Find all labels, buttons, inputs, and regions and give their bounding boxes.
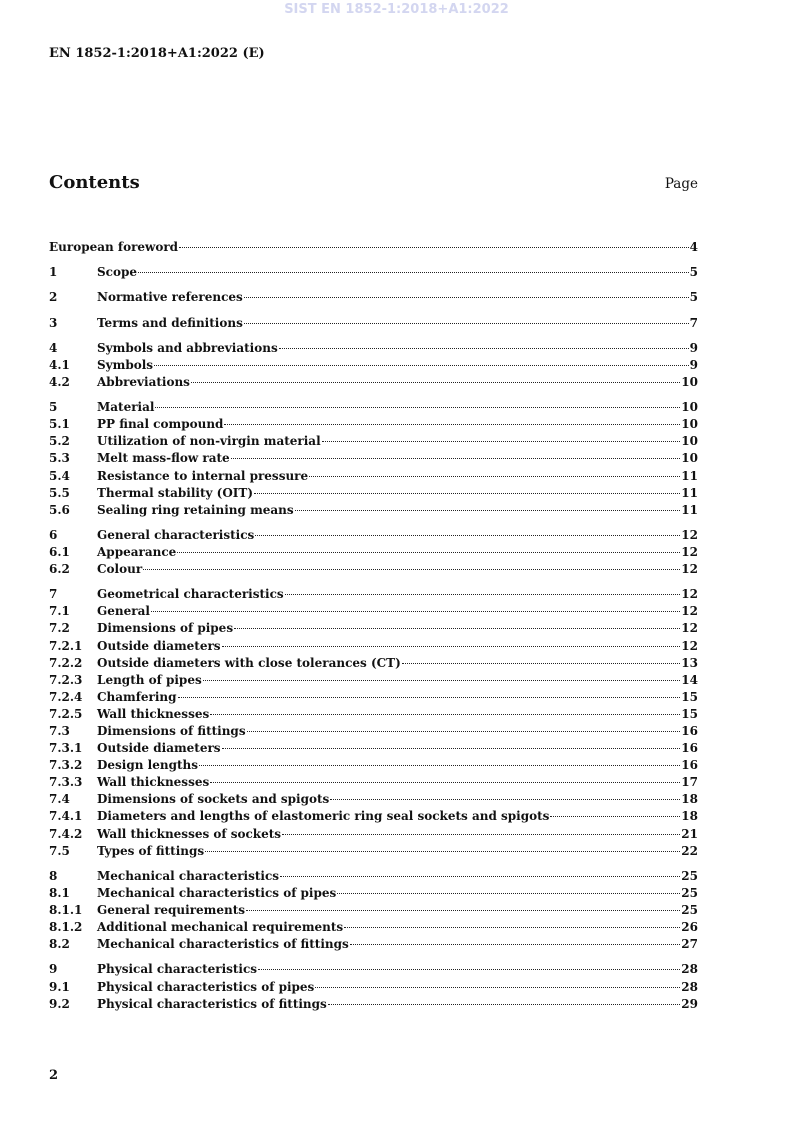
toc-dot-leader <box>330 799 680 800</box>
toc-entry-title: Appearance <box>97 544 177 559</box>
toc-entry[interactable] <box>49 868 698 885</box>
toc-entry-number: 7.2.5 <box>49 706 83 721</box>
toc-entry-number: 3 <box>49 315 58 330</box>
toc-entry-title: Resistance to internal pressure <box>97 468 309 483</box>
toc-entry[interactable] <box>49 996 698 1013</box>
toc-entry[interactable] <box>49 655 698 672</box>
toc-entry[interactable] <box>49 757 698 774</box>
toc-entry-number: 7.3.1 <box>49 741 83 756</box>
contents-title: Contents <box>49 172 140 193</box>
toc-entry-page: 16 <box>681 758 698 773</box>
toc-entry-title: Terms and definitions <box>97 315 243 330</box>
toc-dot-leader <box>151 611 680 612</box>
toc-dot-leader <box>138 272 689 273</box>
toc-entry-number: 7.2.4 <box>49 689 83 704</box>
toc-entry[interactable] <box>49 603 698 620</box>
toc-dot-leader <box>244 297 689 298</box>
toc-entry-number: 5.5 <box>49 485 70 500</box>
toc-entry[interactable] <box>49 374 698 391</box>
toc-entry-page: 12 <box>681 604 698 619</box>
toc-entry-number: 7.2.1 <box>49 638 83 653</box>
toc-entry-number: 4.1 <box>49 357 70 372</box>
toc-entry-title: Mechanical characteristics <box>97 868 280 883</box>
toc-entry-title: General <box>97 604 150 619</box>
toc-entry-number: 7.4.1 <box>49 809 83 824</box>
toc-entry-title: Design lengths <box>97 758 198 773</box>
toc-entry-title: Additional mechanical requirements <box>97 920 344 935</box>
toc-entry[interactable] <box>49 527 698 544</box>
toc-entry-page: 13 <box>681 655 698 670</box>
toc-entry-number: 7.2 <box>49 621 70 636</box>
toc-entry-page: 27 <box>681 937 698 952</box>
toc-entry-title: Outside diameters <box>97 741 221 756</box>
toc-dot-leader <box>279 348 689 349</box>
page-number: 2 <box>49 1068 59 1083</box>
toc-entry-title: Diameters and lengths of elastomeric ring seal sockets and spigots <box>97 809 550 824</box>
toc-entry-number: 7 <box>49 587 58 602</box>
toc-entry-page: 25 <box>681 903 698 918</box>
toc-entry[interactable] <box>49 843 698 860</box>
toc-entry-page: 4 <box>689 240 698 254</box>
toc-entry[interactable] <box>49 706 698 723</box>
toc-entry[interactable] <box>49 357 698 374</box>
toc-entry[interactable] <box>49 289 698 306</box>
toc-entry-page: 7 <box>689 315 698 330</box>
toc-entry-number: 7.4 <box>49 792 70 807</box>
toc-entry-number: 8 <box>49 868 58 883</box>
toc-entry-number: 1 <box>49 265 58 280</box>
toc-entry-title: Outside diameters with close tolerances (CT) <box>97 655 401 670</box>
toc-dot-leader <box>309 476 680 477</box>
toc-dot-leader <box>154 365 689 366</box>
toc-entry-number: 5.4 <box>49 468 70 483</box>
toc-entry-title: General characteristics <box>97 527 255 542</box>
toc-dot-leader <box>244 323 689 324</box>
toc-entry-page: 26 <box>681 920 698 935</box>
toc-dot-leader <box>205 851 680 852</box>
toc-dot-leader <box>210 782 680 783</box>
toc-entry[interactable] <box>49 791 698 808</box>
toc-entry-page: 15 <box>681 706 698 721</box>
toc-entry[interactable] <box>49 485 698 502</box>
toc-entry-page: 10 <box>681 400 698 415</box>
toc-entry[interactable] <box>49 689 698 706</box>
toc-entry-number: 6 <box>49 527 58 542</box>
toc-dot-leader <box>337 893 680 894</box>
toc-entry-title: General requirements <box>97 903 246 918</box>
toc-entry[interactable] <box>49 416 698 433</box>
toc-entry[interactable] <box>49 774 698 791</box>
toc-dot-leader <box>210 714 680 715</box>
toc-entry-number: 7.3.2 <box>49 758 83 773</box>
toc-entry-title: Thermal stability (OIT) <box>97 485 254 500</box>
toc-dot-leader <box>222 748 681 749</box>
toc-dot-leader <box>231 458 681 459</box>
toc-entry-title: Mechanical characteristics of pipes <box>97 885 337 900</box>
toc-entry[interactable] <box>49 450 698 467</box>
toc-entry-page: 14 <box>681 672 698 687</box>
toc-entry-number: 5.6 <box>49 502 70 517</box>
toc-entry[interactable] <box>49 315 698 332</box>
toc-entry-title: Wall thicknesses of sockets <box>97 826 282 841</box>
toc-entry-page: 12 <box>681 587 698 602</box>
toc-entry-page: 18 <box>681 792 698 807</box>
toc-entry-number: 7.3 <box>49 724 70 738</box>
toc-entry[interactable] <box>49 902 698 919</box>
toc-entry[interactable] <box>49 885 698 902</box>
toc-entry-title: Length of pipes <box>97 672 202 687</box>
toc-entry-title: Colour <box>97 562 143 577</box>
toc-entry[interactable] <box>49 672 698 689</box>
toc-entry-title: PP final compound <box>97 417 224 432</box>
toc-entry[interactable] <box>49 544 698 561</box>
toc-entry-number: 7.1 <box>49 604 70 619</box>
toc-entry[interactable] <box>49 808 698 825</box>
toc-entry[interactable] <box>49 399 698 416</box>
toc-entry-number: 5.2 <box>49 434 70 449</box>
toc-entry[interactable] <box>49 740 698 757</box>
toc-entry-number: 8.2 <box>49 937 70 952</box>
table-of-contents <box>49 239 698 1013</box>
page-column-label: Page <box>664 176 698 192</box>
toc-entry-page: 11 <box>681 502 698 517</box>
toc-entry[interactable] <box>49 340 698 357</box>
toc-entry-page: 10 <box>681 451 698 466</box>
toc-entry-number: 9.1 <box>49 979 70 994</box>
toc-entry-page: 10 <box>681 417 698 432</box>
toc-entry-page: 10 <box>681 434 698 449</box>
toc-dot-leader <box>295 510 681 511</box>
toc-entry-number: 8.1 <box>49 885 70 900</box>
toc-entry-title: Sealing ring retaining means <box>97 502 294 517</box>
toc-entry-title: Dimensions of pipes <box>97 621 234 636</box>
toc-entry-page: 12 <box>681 527 698 542</box>
toc-entry-page: 11 <box>681 485 698 500</box>
toc-entry-page: 12 <box>681 562 698 577</box>
toc-entry-page: 15 <box>681 689 698 704</box>
toc-entry-title: Chamfering <box>97 689 177 704</box>
toc-entry-title: Physical characteristics <box>97 962 258 977</box>
toc-entry-title: Scope <box>97 265 138 280</box>
toc-dot-leader <box>222 646 681 647</box>
toc-entry-page: 5 <box>689 265 698 280</box>
toc-entry-title: Abbreviations <box>97 374 190 389</box>
toc-entry[interactable] <box>49 723 698 740</box>
toc-entry-title: Geometrical characteristics <box>97 587 284 602</box>
toc-entry-title: Melt mass-flow rate <box>97 451 230 466</box>
toc-dot-leader <box>344 927 680 928</box>
toc-dot-leader <box>258 969 680 970</box>
toc-entry-page: 17 <box>681 775 698 790</box>
toc-entry-page: 29 <box>681 996 698 1011</box>
toc-entry[interactable] <box>49 919 698 936</box>
toc-entry[interactable] <box>49 502 698 519</box>
toc-dot-leader <box>280 876 680 877</box>
toc-entry-page: 18 <box>681 809 698 824</box>
toc-entry[interactable] <box>49 638 698 655</box>
toc-dot-leader <box>550 816 680 817</box>
toc-dot-leader <box>315 987 680 988</box>
toc-entry-page: 12 <box>681 621 698 636</box>
toc-entry[interactable] <box>49 468 698 485</box>
toc-entry-page: 21 <box>681 826 698 841</box>
toc-entry-number: 2 <box>49 290 58 305</box>
toc-entry-number: 6.2 <box>49 562 70 577</box>
toc-dot-leader <box>247 731 681 732</box>
toc-dot-leader <box>350 944 681 945</box>
toc-dot-leader <box>234 628 680 629</box>
toc-dot-leader <box>155 407 680 408</box>
toc-dot-leader <box>328 1004 680 1005</box>
toc-entry-title: Normative references <box>97 290 243 305</box>
toc-entry[interactable] <box>49 979 698 996</box>
toc-dot-leader <box>191 382 680 383</box>
toc-entry[interactable] <box>49 433 698 450</box>
toc-entry-page: 25 <box>681 868 698 883</box>
toc-dot-leader <box>224 424 680 425</box>
toc-entry-number: 8.1.2 <box>49 920 83 935</box>
toc-entry-page: 28 <box>681 979 698 994</box>
toc-entry-title: Outside diameters <box>97 638 221 653</box>
toc-entry-page: 11 <box>681 468 698 483</box>
watermark: SIST EN 1852-1:2018+A1:2022 <box>284 2 509 17</box>
toc-entry-page: 16 <box>681 724 698 738</box>
toc-entry-title: Utilization of non-virgin material <box>97 434 321 449</box>
toc-entry-title: European foreword <box>49 240 179 254</box>
toc-entry[interactable] <box>49 264 698 281</box>
toc-entry[interactable] <box>49 620 698 637</box>
toc-entry[interactable] <box>49 936 698 953</box>
toc-entry-page: 5 <box>689 290 698 305</box>
toc-entry-title: Physical characteristics of pipes <box>97 979 315 994</box>
toc-dot-leader <box>199 765 680 766</box>
toc-entry-number: 5.1 <box>49 417 70 432</box>
toc-dot-leader <box>285 594 681 595</box>
toc-entry[interactable] <box>49 826 698 843</box>
toc-dot-leader <box>143 569 680 570</box>
toc-entry-number: 5.3 <box>49 451 70 466</box>
toc-entry-title: Symbols and abbreviations <box>97 340 278 355</box>
toc-entry-page: 28 <box>681 962 698 977</box>
toc-dot-leader <box>178 697 681 698</box>
toc-entry-page: 12 <box>681 544 698 559</box>
toc-dot-leader <box>246 910 680 911</box>
toc-entry-title: Dimensions of sockets and spigots <box>97 792 330 807</box>
toc-entry-page: 25 <box>681 885 698 900</box>
toc-entry-number: 7.4.2 <box>49 826 83 841</box>
toc-entry-page: 9 <box>689 357 698 372</box>
toc-entry-page: 12 <box>681 638 698 653</box>
toc-entry-number: 7.2.2 <box>49 655 83 670</box>
toc-entry-title: Symbols <box>97 357 154 372</box>
toc-entry-title: Wall thicknesses <box>97 706 210 721</box>
toc-entry-number: 6.1 <box>49 544 70 559</box>
toc-dot-leader <box>402 663 681 664</box>
toc-dot-leader <box>282 834 680 835</box>
document-id: EN 1852-1:2018+A1:2022 (E) <box>49 46 265 61</box>
toc-entry-title: Physical characteristics of fittings <box>97 996 327 1011</box>
toc-entry-page: 22 <box>681 843 698 858</box>
toc-dot-leader <box>179 247 689 248</box>
toc-dot-leader <box>203 680 681 681</box>
toc-entry[interactable] <box>49 239 698 256</box>
toc-entry-title: Mechanical characteristics of fittings <box>97 937 349 952</box>
toc-entry[interactable] <box>49 961 698 978</box>
toc-entry-number: 4 <box>49 340 58 355</box>
toc-dot-leader <box>177 552 680 553</box>
toc-entry-number: 8.1.1 <box>49 903 83 918</box>
toc-entry-number: 7.3.3 <box>49 775 83 790</box>
toc-entry-title: Types of fittings <box>97 843 205 858</box>
toc-entry-number: 7.2.3 <box>49 672 83 687</box>
toc-entry-page: 16 <box>681 741 698 756</box>
toc-entry-number: 5 <box>49 400 58 415</box>
toc-entry-number: 7.5 <box>49 843 70 858</box>
toc-entry-number: 9.2 <box>49 996 70 1011</box>
toc-entry-number: 4.2 <box>49 374 70 389</box>
toc-dot-leader <box>255 535 680 536</box>
toc-dot-leader <box>322 441 681 442</box>
toc-entry[interactable] <box>49 586 698 603</box>
toc-entry-title: Wall thicknesses <box>97 775 210 790</box>
toc-entry-title: Dimensions of fittings <box>97 724 246 738</box>
toc-entry[interactable] <box>49 561 698 578</box>
toc-entry-title: Material <box>97 400 155 415</box>
toc-entry-page: 10 <box>681 374 698 389</box>
toc-entry-page: 9 <box>689 340 698 355</box>
toc-dot-leader <box>254 493 680 494</box>
toc-entry-number: 9 <box>49 962 58 977</box>
